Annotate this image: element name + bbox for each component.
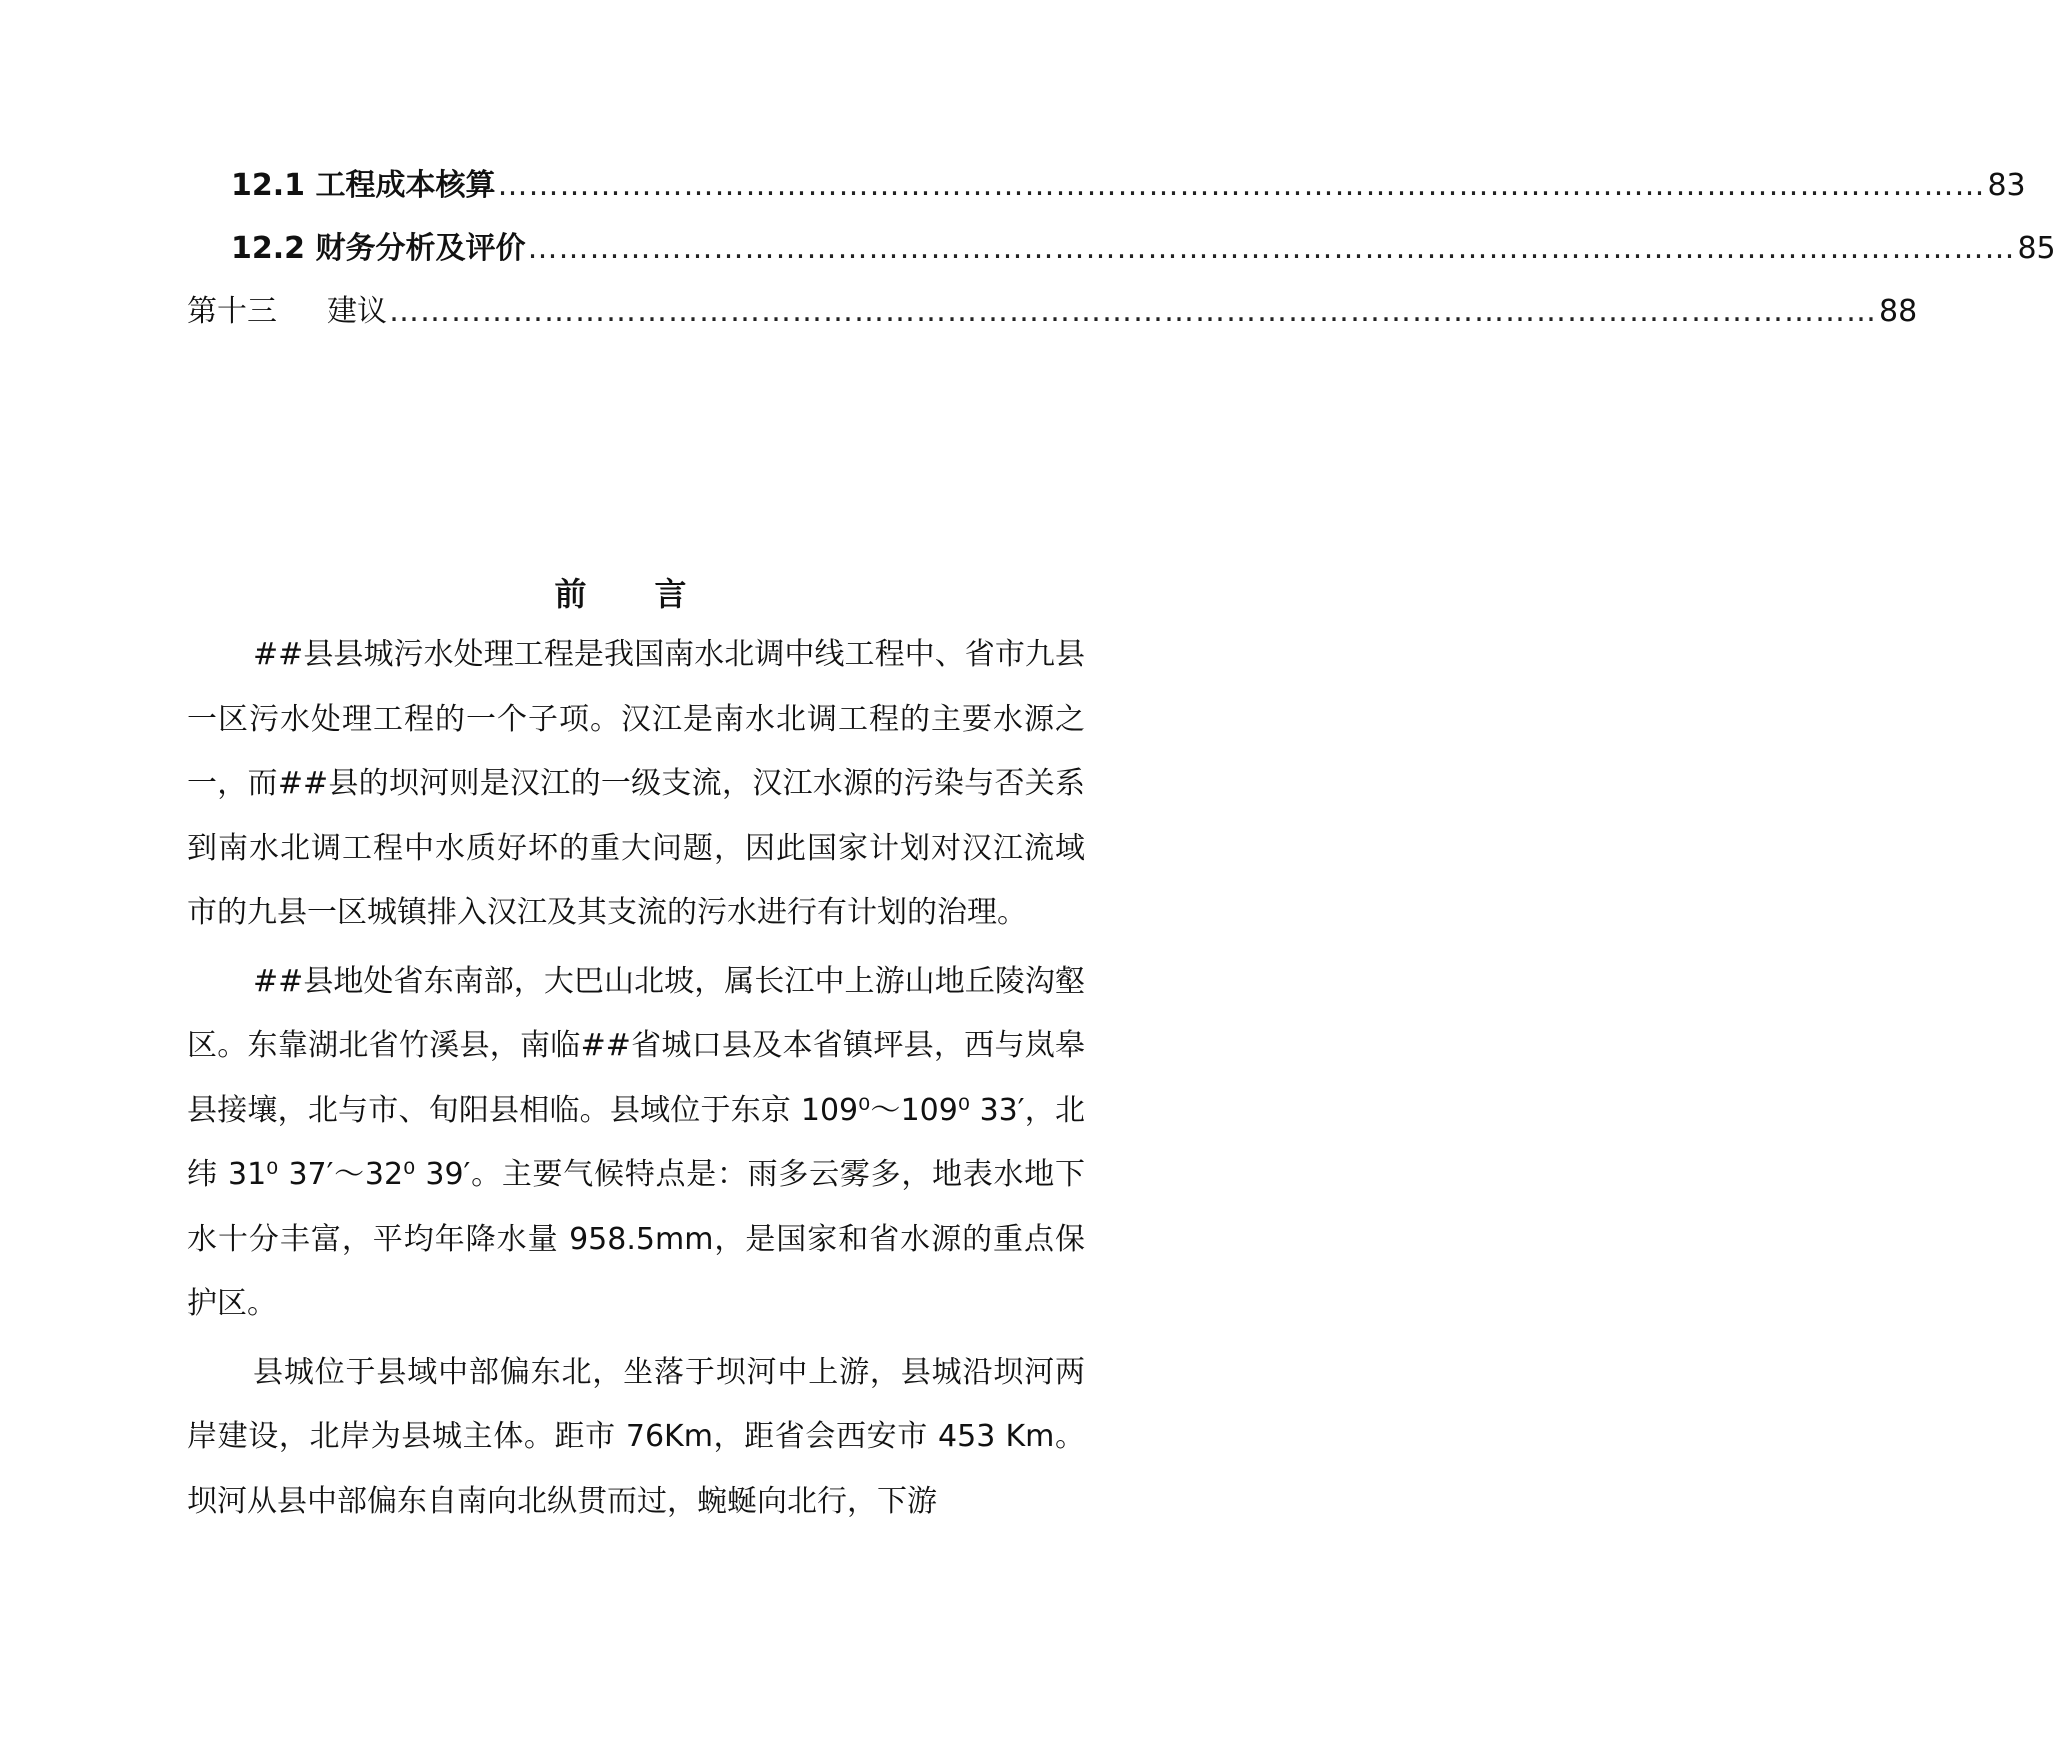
paragraph: ##县县城污水处理工程是我国南水北调中线工程中、省市九县一区污水处理工程的一个子项。汉江是南水北调工程的主要水源之一，而##县的坝河则是汉江的一级支流，汉江水源的污染与否关系到南水北调工程中水质好坏的重大问题，因此国家计划对汉江流域市的九县一区城镇排入汉江及其支流的污水进行有计划的治理。 — [187, 637, 1085, 930]
toc-entry-12-2[interactable] — [187, 223, 2056, 286]
toc-dot-leader: ……………………………………………………………………………………………………………………………… — [389, 294, 1877, 329]
toc-entry-title: 12.1 工程成本核算 — [231, 168, 496, 203]
table-of-contents — [187, 160, 2056, 349]
preface-heading: 前言 — [554, 575, 755, 613]
preface-body — [187, 623, 1085, 1538]
toc-entry-chapter-13[interactable] — [187, 286, 1918, 349]
toc-page-number: 83 — [1987, 168, 2026, 203]
toc-entry-title — [187, 286, 387, 330]
paragraph: 县城位于县域中部偏东北，坐落于坝河中上游，县城沿坝河两岸建设，北岸为县城主体。距市 76Km，距省会西安市 453 Km。坝河从县中部偏东自南向北纵贯而过，蜿蜒向北行，下游 — [187, 1354, 1085, 1519]
toc-dot-leader: ……………………………………………………………………………………………………………………………… — [527, 231, 2016, 266]
toc-chapter-name: 建议 — [327, 294, 387, 329]
toc-page-number: 85 — [2017, 231, 2056, 266]
toc-entry-12-1[interactable] — [187, 160, 2026, 223]
toc-dot-leader: ……………………………………………………………………………………………………………………………… — [497, 168, 1986, 203]
toc-page-number: 88 — [1879, 294, 1918, 329]
toc-entry-title: 12.2 财务分析及评价 — [231, 231, 526, 266]
toc-chapter-number: 第十三 — [187, 294, 277, 329]
paragraph: ##县地处省东南部，大巴山北坡，属长江中上游山地丘陵沟壑区。东靠湖北省竹溪县，南临##省城口县及本省镇坪县，西与岚皋县接壤，北与市、旬阳县相临。县域位于东京 109⁰～109⁰ 33′，北纬 31⁰ 37′～32⁰ 39′。主要气候特点是：雨多云雾多，地表水地下水十分丰富，平均年降水量 958.5mm，是国家和省水源的重点保护区。 — [187, 963, 1085, 1321]
